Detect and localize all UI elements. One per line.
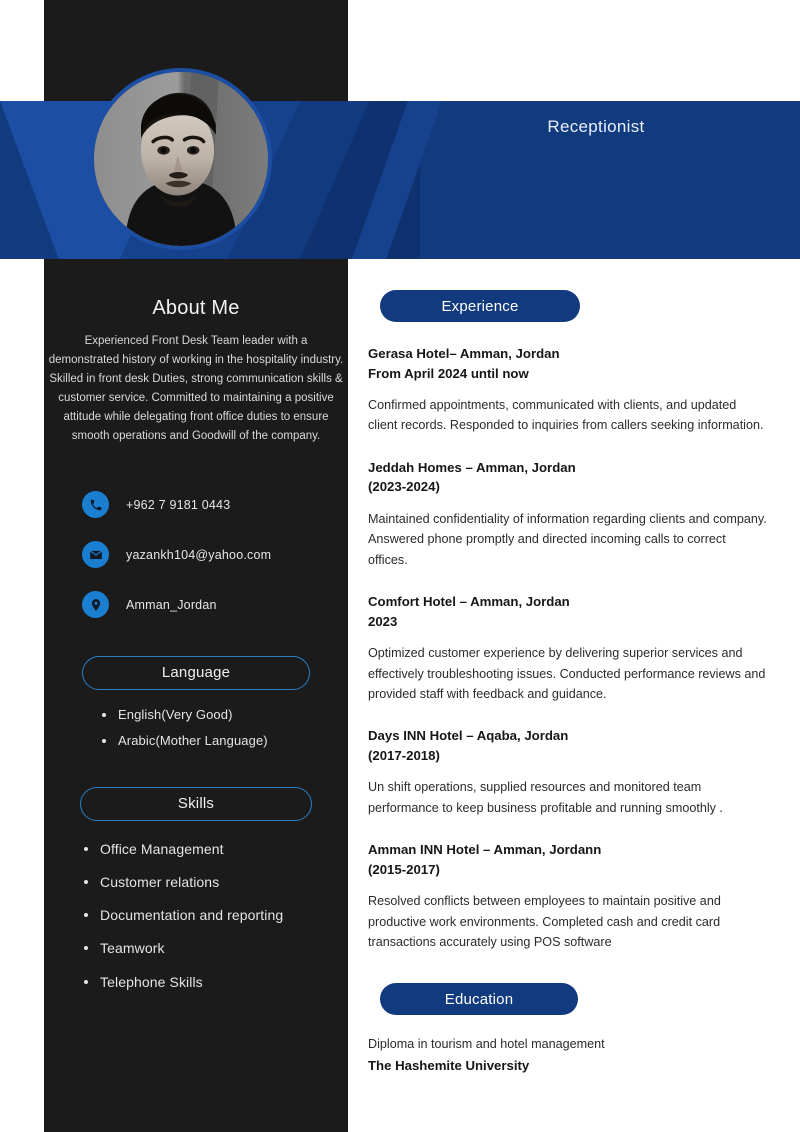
job-title: Receptionist — [547, 117, 645, 137]
language-list — [44, 706, 348, 751]
list-item: Documentation and reporting — [84, 905, 348, 925]
experience-description: Un shift operations, supplied resources and monitored team performance to keep business profitable and running smoothly . — [368, 780, 723, 815]
envelope-icon — [82, 541, 109, 568]
about-me-title: About Me — [152, 297, 240, 319]
experience-description: Confirmed appointments, communicated with clients, and updated client records. Responded to inquiries from callers seeking information. — [368, 398, 764, 433]
email-value: yazankh104@yahoo.com — [126, 547, 272, 562]
last-name: AL SABATEEN — [449, 59, 743, 106]
name-block — [392, 0, 800, 158]
experience-date: (2015-2017) — [368, 861, 440, 877]
experience-entry — [368, 458, 768, 570]
experience-entry — [368, 592, 768, 704]
experience-company: Gerasa Hotel– Amman, Jordan — [368, 346, 560, 361]
location-value: Amman_Jordan — [126, 597, 217, 612]
portrait-photo — [94, 72, 268, 246]
experience-company: Jeddah Homes – Amman, Jordan — [368, 459, 576, 475]
contact-row-phone[interactable] — [82, 480, 348, 530]
education-entry — [368, 1035, 768, 1076]
experience-description: Resolved conflicts between employees to maintain positive and productive work environments. Completed cash and credit card transactions accurately using POS software — [368, 894, 721, 949]
list-item: Telephone Skills — [84, 972, 348, 992]
experience-entry — [368, 840, 768, 952]
experience-company: Days INN Hotel – Aqaba, Jordan — [368, 728, 569, 744]
experience-description: Maintained confidentiality of information regarding clients and company. Answered phone promptly and directed incoming calls to correct offices. — [368, 511, 767, 567]
contact-row-location[interactable] — [82, 580, 348, 630]
experience-entry — [368, 726, 768, 818]
skills-section-title: Skills — [80, 787, 312, 821]
education-degree: Diploma in tourism and hotel management — [368, 1037, 605, 1052]
experience-company: Amman INN Hotel – Amman, Jordann — [368, 842, 602, 858]
language-section-title: Language — [82, 656, 310, 690]
experience-date: 2023 — [368, 613, 398, 629]
experience-description: Optimized customer experience by delivering superior services and effectively troubleshooting issues. Conducted performance reviews and provided staff with feedback and guidance. — [368, 646, 766, 701]
phone-icon — [82, 491, 109, 518]
about-me-text: Experienced Front Desk Team leader with a demonstrated history of working in the hospitality industry. Skilled in front desk Duties, strong communication skills & customer service. Committed to maintaining a positive attitude while delegating front office duties to ensure smooth operations and Goodwill of the company. — [48, 335, 344, 442]
first-name: YAZAN — [526, 17, 666, 64]
phone-value: +962 7 9181 0443 — [126, 497, 231, 512]
list-item: Teamwork — [84, 938, 348, 958]
list-item: Customer relations — [84, 872, 348, 892]
location-pin-icon — [82, 591, 109, 618]
skills-list — [44, 839, 348, 992]
experience-date: (2023-2024) — [368, 479, 440, 495]
experience-company: Comfort Hotel – Amman, Jordan — [368, 594, 570, 610]
experience-entry — [368, 344, 768, 436]
education-school: The Hashemite University — [368, 1058, 530, 1074]
list-item: English(Very Good) — [102, 706, 348, 725]
sidebar-content — [44, 259, 348, 1005]
experience-date: From April 2024 until now — [368, 365, 529, 381]
education-section-title: Education — [380, 983, 578, 1015]
avatar — [90, 68, 272, 250]
portrait-illustration — [94, 72, 268, 246]
experience-date: (2017-2018) — [368, 747, 440, 763]
list-item: Arabic(Mother Language) — [102, 732, 348, 751]
contact-row-email[interactable] — [82, 530, 348, 580]
experience-section-title: Experience — [380, 290, 580, 322]
list-item: Office Management — [84, 839, 348, 859]
main-content — [368, 259, 768, 1076]
contact-list — [44, 480, 348, 630]
